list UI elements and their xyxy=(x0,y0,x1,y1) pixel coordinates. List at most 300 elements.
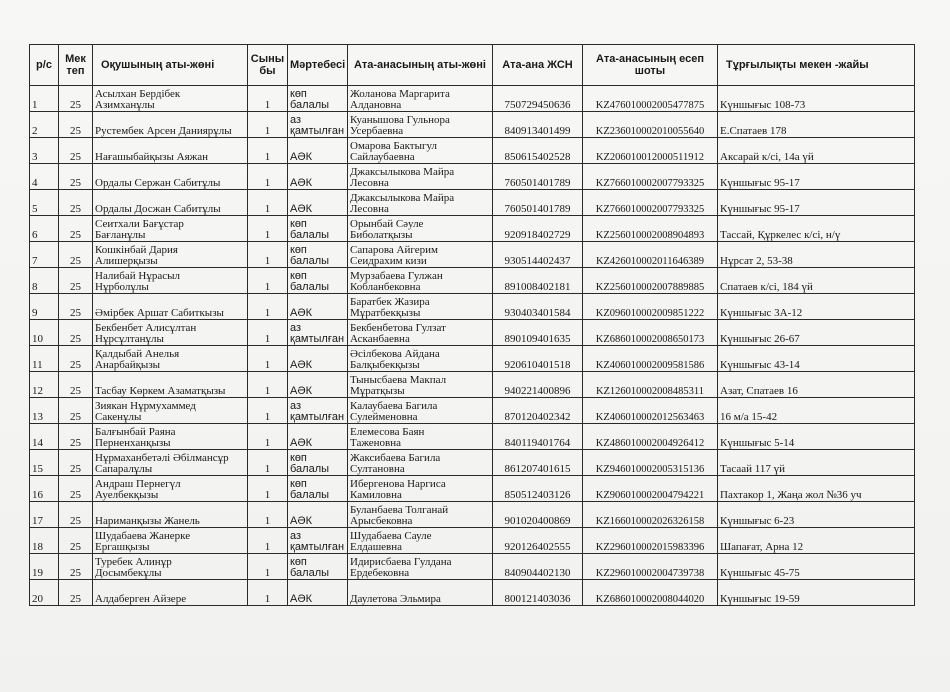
address-cell: Тасаай 117 үй xyxy=(718,450,915,476)
header-student: Оқушының аты-жөні xyxy=(93,45,248,86)
parent-name-cell xyxy=(348,320,493,346)
school-cell: 25 xyxy=(59,476,93,502)
status-cell-line: балалы xyxy=(290,463,330,475)
status-cell xyxy=(288,554,348,580)
parent-jsn-cell: 760501401789 xyxy=(493,190,583,216)
row-number: 11 xyxy=(30,346,59,372)
status-cell-line: көп xyxy=(290,270,307,282)
table-body xyxy=(30,86,915,606)
class-cell: 1 xyxy=(248,346,288,372)
status-cell-line: АӘК xyxy=(290,593,313,605)
address-cell: Күншығыс 95-17 xyxy=(718,164,915,190)
parent-jsn-cell: 890109401635 xyxy=(493,320,583,346)
school-cell: 25 xyxy=(59,372,93,398)
status-cell xyxy=(288,268,348,294)
parent-name-cell-line: Джаксылыкова Майра xyxy=(350,192,455,204)
status-cell-line: АӘК xyxy=(290,177,313,189)
school-cell: 25 xyxy=(59,346,93,372)
student-name-cell xyxy=(93,398,248,424)
student-name-cell-line: Тасбау Көркем Азаматқызы xyxy=(95,385,226,397)
address-cell: Күншығыс 95-17 xyxy=(718,190,915,216)
parent-name-cell-line: Алдановна xyxy=(350,99,402,111)
parent-name-cell-line: Елемесова Баян xyxy=(350,426,425,438)
student-name-cell xyxy=(93,476,248,502)
account-cell: KZ476010002005477875 xyxy=(583,86,718,112)
address-cell: Тассай, Құркелес к/сі, н/ү xyxy=(718,216,915,242)
parent-name-cell xyxy=(348,372,493,398)
parent-name-cell-line: Шудабаева Сауле xyxy=(350,530,432,542)
address-cell: Шапағат, Арна 12 xyxy=(718,528,915,554)
status-cell-line: балалы xyxy=(290,281,330,293)
student-name-cell xyxy=(93,554,248,580)
class-cell: 1 xyxy=(248,294,288,320)
student-name-cell-line: Сакенұлы xyxy=(95,411,142,423)
class-cell: 1 xyxy=(248,476,288,502)
table-row xyxy=(30,424,915,450)
parent-jsn-cell: 750729450636 xyxy=(493,86,583,112)
class-cell: 1 xyxy=(248,398,288,424)
student-name-cell xyxy=(93,580,248,606)
status-cell-line: балалы xyxy=(290,229,330,241)
header-jsn: Ата-ана ЖСН xyxy=(493,45,583,86)
student-name-cell-line: Нариманқызы Жанель xyxy=(95,515,200,527)
parent-name-cell-line: Арысбековна xyxy=(350,515,413,527)
table-row xyxy=(30,346,915,372)
account-cell: KZ096010002009851222 xyxy=(583,294,718,320)
student-name-cell-line: Асылхан Бердібек xyxy=(95,88,181,100)
parent-jsn-cell: 850512403126 xyxy=(493,476,583,502)
parent-jsn-cell: 930514402437 xyxy=(493,242,583,268)
parent-name-cell-line: Биболатқызы xyxy=(350,229,413,241)
row-number: 3 xyxy=(30,138,59,164)
class-cell: 1 xyxy=(248,216,288,242)
school-cell: 25 xyxy=(59,294,93,320)
table-row xyxy=(30,190,915,216)
student-name-cell-line: Азимханұлы xyxy=(95,99,155,111)
table-row xyxy=(30,372,915,398)
parent-name-cell xyxy=(348,398,493,424)
student-name-cell xyxy=(93,164,248,190)
parent-name-cell xyxy=(348,242,493,268)
status-cell-line: аз xyxy=(290,114,302,126)
parent-name-cell xyxy=(348,450,493,476)
parent-name-cell xyxy=(348,554,493,580)
school-cell: 25 xyxy=(59,268,93,294)
status-cell-line: АӘК xyxy=(290,437,313,449)
parent-jsn-cell: 840913401499 xyxy=(493,112,583,138)
parent-name-cell-line: Жоланова Маргарита xyxy=(350,88,450,100)
row-number: 8 xyxy=(30,268,59,294)
status-cell-line: қамтылған xyxy=(290,333,345,345)
parent-name-cell-line: Балқыбекқызы xyxy=(350,359,420,371)
parent-name-cell-line: Султановна xyxy=(350,463,405,475)
account-cell: KZ256010002007889885 xyxy=(583,268,718,294)
parent-jsn-cell: 920610401518 xyxy=(493,346,583,372)
address-cell: Күншығыс 26-67 xyxy=(718,320,915,346)
student-name-cell-line: Налибай Нұрасыл xyxy=(95,270,181,282)
status-cell-line: АӘК xyxy=(290,203,313,215)
address-cell: Күншығыс 43-14 xyxy=(718,346,915,372)
student-name-cell-line: Алишерқызы xyxy=(95,255,158,267)
parent-name-cell-line: Ердебековна xyxy=(350,567,410,579)
status-cell-line: көп xyxy=(290,478,307,490)
table-row xyxy=(30,398,915,424)
school-cell: 25 xyxy=(59,502,93,528)
school-cell: 25 xyxy=(59,528,93,554)
status-cell-line: балалы xyxy=(290,255,330,267)
student-name-cell-line: Андраш Пернегүл xyxy=(95,478,181,490)
parent-jsn-cell: 891008402181 xyxy=(493,268,583,294)
student-name-cell xyxy=(93,294,248,320)
parent-name-cell-line: Елдашевна xyxy=(350,541,403,553)
parent-jsn-cell: 870120402342 xyxy=(493,398,583,424)
table-row xyxy=(30,476,915,502)
parent-name-cell xyxy=(348,580,493,606)
header-num: р/с xyxy=(30,45,59,86)
table-row xyxy=(30,216,915,242)
parent-jsn-cell: 861207401615 xyxy=(493,450,583,476)
class-cell: 1 xyxy=(248,372,288,398)
parent-name-cell-line: Омарова Бактыгул xyxy=(350,140,438,152)
parent-name-cell-line: Орынбай Сәуле xyxy=(350,218,424,230)
parent-name-cell-line: Кобланбековна xyxy=(350,281,421,293)
status-cell-line: АӘК xyxy=(290,359,313,371)
parent-name-cell-line: Сапарова Айгерим xyxy=(350,244,438,256)
student-register-table xyxy=(29,44,915,606)
status-cell xyxy=(288,242,348,268)
address-cell: Нұрсат 2, 53-38 xyxy=(718,242,915,268)
status-cell xyxy=(288,190,348,216)
parent-name-cell-line: Әсілбекова Айдана xyxy=(350,348,440,360)
school-cell: 25 xyxy=(59,424,93,450)
account-cell: KZ126010002008485311 xyxy=(583,372,718,398)
parent-name-cell-line: Мурзабаева Гулжан xyxy=(350,270,443,282)
parent-name-cell xyxy=(348,528,493,554)
school-cell: 25 xyxy=(59,164,93,190)
parent-name-cell xyxy=(348,216,493,242)
parent-name-cell-line: Таженовна xyxy=(350,437,402,449)
parent-name-cell xyxy=(348,424,493,450)
class-cell: 1 xyxy=(248,112,288,138)
status-cell-line: балалы xyxy=(290,489,330,501)
account-cell: KZ256010002008904893 xyxy=(583,216,718,242)
status-cell-line: АӘК xyxy=(290,151,313,163)
student-name-cell xyxy=(93,112,248,138)
class-cell: 1 xyxy=(248,580,288,606)
status-cell xyxy=(288,580,348,606)
row-number: 6 xyxy=(30,216,59,242)
school-cell: 25 xyxy=(59,216,93,242)
parent-name-cell-line: Жаксибаева Багила xyxy=(350,452,441,464)
parent-name-cell xyxy=(348,164,493,190)
address-cell: Е.Спатаев 178 xyxy=(718,112,915,138)
parent-name-cell-line: Лесовна xyxy=(350,203,389,215)
status-cell xyxy=(288,424,348,450)
school-cell: 25 xyxy=(59,320,93,346)
student-name-cell xyxy=(93,268,248,294)
student-name-cell xyxy=(93,320,248,346)
parent-name-cell-line: Сулейменовна xyxy=(350,411,418,423)
header-status: Мәртебесі xyxy=(288,45,348,86)
student-name-cell-line: Зиякан Нұрмухаммед xyxy=(95,400,196,412)
status-cell-line: көп xyxy=(290,88,307,100)
parent-name-cell-line: Даулетова Эльмира xyxy=(350,593,441,605)
student-name-cell xyxy=(93,242,248,268)
row-number: 9 xyxy=(30,294,59,320)
row-number: 14 xyxy=(30,424,59,450)
status-cell xyxy=(288,138,348,164)
parent-jsn-cell: 930403401584 xyxy=(493,294,583,320)
account-cell: KZ906010002004794221 xyxy=(583,476,718,502)
account-cell: KZ686010002008044020 xyxy=(583,580,718,606)
class-cell: 1 xyxy=(248,320,288,346)
table-row xyxy=(30,528,915,554)
status-cell-line: балалы xyxy=(290,99,330,111)
parent-name-cell-line: Мұратқызы xyxy=(350,385,405,397)
parent-name-cell xyxy=(348,268,493,294)
status-cell-line: қамтылған xyxy=(290,541,345,553)
student-name-cell-line: Алдаберген Айзере xyxy=(95,593,187,605)
student-name-cell-line: Шудабаева Жанерке xyxy=(95,530,191,542)
student-name-cell xyxy=(93,502,248,528)
student-name-cell-line: Кошкінбай Дария xyxy=(95,244,178,256)
status-cell xyxy=(288,372,348,398)
school-cell: 25 xyxy=(59,398,93,424)
account-cell: KZ166010002026326158 xyxy=(583,502,718,528)
student-name-cell-line: Ауелбекқызы xyxy=(95,489,159,501)
account-cell: KZ426010002011646389 xyxy=(583,242,718,268)
row-number: 12 xyxy=(30,372,59,398)
status-cell xyxy=(288,476,348,502)
header-school: Мек теп xyxy=(59,45,93,86)
student-name-cell-line: Сеитхали Бағұстар xyxy=(95,218,184,230)
class-cell: 1 xyxy=(248,190,288,216)
row-number: 7 xyxy=(30,242,59,268)
status-cell xyxy=(288,398,348,424)
school-cell: 25 xyxy=(59,86,93,112)
status-cell-line: қамтылған xyxy=(290,125,345,137)
status-cell xyxy=(288,112,348,138)
address-cell: Аксарай к/сі, 14а үй xyxy=(718,138,915,164)
parent-name-cell-line: Калаубаева Багила xyxy=(350,400,438,412)
class-cell: 1 xyxy=(248,164,288,190)
student-name-cell xyxy=(93,138,248,164)
row-number: 16 xyxy=(30,476,59,502)
table-row xyxy=(30,164,915,190)
address-cell: Спатаев к/сі, 184 үй xyxy=(718,268,915,294)
parent-name-cell-line: Джаксылыкова Майра xyxy=(350,166,455,178)
student-name-cell xyxy=(93,424,248,450)
student-name-cell-line: Балғынбай Раяна xyxy=(95,426,176,438)
status-cell-line: қамтылған xyxy=(290,411,345,423)
address-cell: 16 м/а 15-42 xyxy=(718,398,915,424)
school-cell: 25 xyxy=(59,580,93,606)
student-name-cell-line: Сапаралұлы xyxy=(95,463,153,475)
status-cell xyxy=(288,502,348,528)
parent-jsn-cell: 840119401764 xyxy=(493,424,583,450)
class-cell: 1 xyxy=(248,554,288,580)
row-number: 5 xyxy=(30,190,59,216)
student-name-cell-line: Ордалы Сержан Сабитұлы xyxy=(95,177,221,189)
address-cell: Күншығыс 3А-12 xyxy=(718,294,915,320)
status-cell xyxy=(288,346,348,372)
parent-name-cell-line: Усербаевна xyxy=(350,125,404,137)
class-cell: 1 xyxy=(248,242,288,268)
student-name-cell-line: Қалдыбай Анелья xyxy=(95,348,180,360)
parent-name-cell-line: Ибергенова Наргиса xyxy=(350,478,446,490)
class-cell: 1 xyxy=(248,502,288,528)
row-number: 2 xyxy=(30,112,59,138)
row-number: 1 xyxy=(30,86,59,112)
student-name-cell-line: Перненханқызы xyxy=(95,437,171,449)
address-cell: Азат, Спатаев 16 xyxy=(718,372,915,398)
parent-name-cell-line: Камиловна xyxy=(350,489,402,501)
parent-jsn-cell: 760501401789 xyxy=(493,164,583,190)
student-name-cell-line: Бекбенбет Алисұлтан xyxy=(95,322,197,334)
student-name-cell-line: Нағашыбайқызы Аяжан xyxy=(95,151,209,163)
address-cell: Күншығыс 6-23 xyxy=(718,502,915,528)
class-cell: 1 xyxy=(248,138,288,164)
student-name-cell-line: Досымбекұлы xyxy=(95,567,162,579)
school-cell: 25 xyxy=(59,190,93,216)
table-row xyxy=(30,268,915,294)
parent-name-cell-line: Буланбаева Толганай xyxy=(350,504,449,516)
class-cell: 1 xyxy=(248,268,288,294)
parent-name-cell-line: Тыныcбаева Макпал xyxy=(350,374,447,386)
student-name-cell xyxy=(93,86,248,112)
status-cell-line: АӘК xyxy=(290,385,313,397)
parent-name-cell-line: Бекбенбетова Гулзат xyxy=(350,322,446,334)
student-name-cell xyxy=(93,450,248,476)
account-cell: KZ406010002012563463 xyxy=(583,398,718,424)
class-cell: 1 xyxy=(248,424,288,450)
table-row xyxy=(30,320,915,346)
table-row xyxy=(30,502,915,528)
account-cell: KZ236010002010055640 xyxy=(583,112,718,138)
address-cell: Күншығыс 19-59 xyxy=(718,580,915,606)
school-cell: 25 xyxy=(59,112,93,138)
student-name-cell xyxy=(93,190,248,216)
table-row xyxy=(30,112,915,138)
parent-name-cell xyxy=(348,112,493,138)
parent-jsn-cell: 940221400896 xyxy=(493,372,583,398)
status-cell-line: аз xyxy=(290,530,302,542)
parent-jsn-cell: 850615402528 xyxy=(493,138,583,164)
student-name-cell-line: Ордалы Досжан Сабитұлы xyxy=(95,203,221,215)
student-name-cell-line: Туребек Алинұр xyxy=(95,556,172,568)
address-cell: Күншығыс 45-75 xyxy=(718,554,915,580)
student-name-cell-line: Анарбайқызы xyxy=(95,359,161,371)
header-address: Тұрғылықты мекен -жайы xyxy=(718,45,915,86)
student-name-cell-line: Нұрмаханбетәлі Әбілмансұр xyxy=(95,452,229,464)
parent-name-cell xyxy=(348,190,493,216)
student-name-cell xyxy=(93,216,248,242)
parent-name-cell xyxy=(348,138,493,164)
account-cell: KZ406010002009581586 xyxy=(583,346,718,372)
table-row xyxy=(30,580,915,606)
parent-name-cell-line: Сайлаубаевна xyxy=(350,151,415,163)
header-class: Сыны бы xyxy=(248,45,288,86)
status-cell-line: көп xyxy=(290,556,307,568)
row-number: 17 xyxy=(30,502,59,528)
row-number: 13 xyxy=(30,398,59,424)
row-number: 10 xyxy=(30,320,59,346)
table-row xyxy=(30,554,915,580)
table-row xyxy=(30,242,915,268)
student-name-cell-line: Нұрболұлы xyxy=(95,281,149,293)
status-cell-line: көп xyxy=(290,244,307,256)
parent-jsn-cell: 920126402555 xyxy=(493,528,583,554)
parent-name-cell xyxy=(348,502,493,528)
status-cell-line: аз xyxy=(290,322,302,334)
status-cell xyxy=(288,294,348,320)
account-cell: KZ686010002008650173 xyxy=(583,320,718,346)
account-cell: KZ486010002004926412 xyxy=(583,424,718,450)
account-cell: KZ296010002015983396 xyxy=(583,528,718,554)
header-parent: Ата-анасының аты-жөні xyxy=(348,45,493,86)
status-cell xyxy=(288,86,348,112)
class-cell: 1 xyxy=(248,450,288,476)
student-name-cell-line: Нұрсұлтанұлы xyxy=(95,333,164,345)
row-number: 20 xyxy=(30,580,59,606)
table-row xyxy=(30,138,915,164)
student-name-cell-line: Рустембек Арсен Даниярұлы xyxy=(95,125,232,137)
status-cell-line: балалы xyxy=(290,567,330,579)
parent-jsn-cell: 920918402729 xyxy=(493,216,583,242)
class-cell: 1 xyxy=(248,528,288,554)
row-number: 4 xyxy=(30,164,59,190)
status-cell-line: АӘК xyxy=(290,515,313,527)
parent-jsn-cell: 800121403036 xyxy=(493,580,583,606)
account-cell: KZ766010002007793325 xyxy=(583,164,718,190)
table-row xyxy=(30,294,915,320)
parent-name-cell-line: Мұратбекқызы xyxy=(350,307,421,319)
school-cell: 25 xyxy=(59,138,93,164)
parent-name-cell xyxy=(348,476,493,502)
row-number: 19 xyxy=(30,554,59,580)
parent-name-cell-line: Идирисбаева Гулдана xyxy=(350,556,452,568)
address-cell: Күншығыс 108-73 xyxy=(718,86,915,112)
parent-name-cell-line: Баратбек Жазира xyxy=(350,296,430,308)
account-cell: KZ296010002004739738 xyxy=(583,554,718,580)
parent-name-cell xyxy=(348,86,493,112)
account-cell: KZ946010002005315136 xyxy=(583,450,718,476)
status-cell xyxy=(288,216,348,242)
parent-name-cell-line: Лесовна xyxy=(350,177,389,189)
row-number: 18 xyxy=(30,528,59,554)
student-name-cell-line: Әмірбек Аршат Сабиткызы xyxy=(95,307,224,319)
parent-jsn-cell: 901020400869 xyxy=(493,502,583,528)
student-name-cell xyxy=(93,346,248,372)
student-name-cell xyxy=(93,372,248,398)
table-row xyxy=(30,450,915,476)
status-cell xyxy=(288,450,348,476)
status-cell-line: аз xyxy=(290,400,302,412)
class-cell: 1 xyxy=(248,86,288,112)
status-cell xyxy=(288,164,348,190)
status-cell-line: АӘК xyxy=(290,307,313,319)
school-cell: 25 xyxy=(59,242,93,268)
parent-name-cell-line: Куанышова Гульнора xyxy=(350,114,450,126)
status-cell xyxy=(288,320,348,346)
parent-name-cell xyxy=(348,294,493,320)
account-cell: KZ206010012000511912 xyxy=(583,138,718,164)
status-cell-line: көп xyxy=(290,218,307,230)
school-cell: 25 xyxy=(59,450,93,476)
parent-jsn-cell: 840904402130 xyxy=(493,554,583,580)
header-account: Ата-анасының есеп шоты xyxy=(583,45,718,86)
parent-name-cell xyxy=(348,346,493,372)
